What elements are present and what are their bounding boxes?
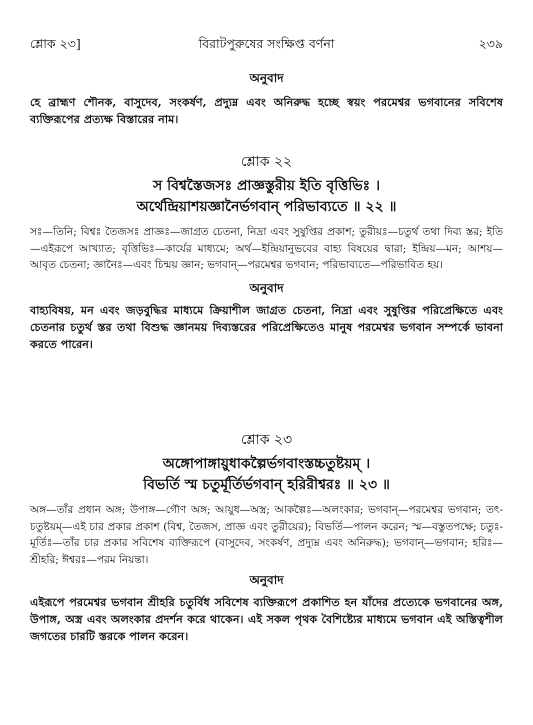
verse-line: স বিশ্বস্তৈজসঃ প্রাজ্ঞস্তুরীয় ইতি বৃত্তিভিঃ । [152, 178, 381, 194]
translation-text: হে ব্রাহ্মণ শৌনক, বাসুদেব, সংকর্ষণ, প্রদ্যুম্ন এবং অনিরুদ্ধ হচ্ছে স্বয়ং পরমেশ্বর ভগবানের সবিশেষ ব্যক্তিরূপের প্রত্যক্ষ বিস্তারের নাম। [30, 95, 503, 126]
verse-line: অর্থেন্দ্রিয়াশয়জ্ঞানৈর্ভগবান্ পরিভাব্যতে ॥ ২২ ॥ [136, 199, 397, 215]
translation-label: অনুবাদ [249, 573, 284, 587]
verse-line: অঙ্গোপাঙ্গায়ুধাকল্পৈর্ভগবাংস্তচ্চতুষ্টয়ম্ । [162, 456, 371, 472]
synonyms-text: সঃ—তিনি; বিশ্বঃ তৈজসঃ প্রাজ্ঞঃ—জাগ্রত চেতনা, নিদ্রা এবং সুষুপ্তির প্রকাশ; তুরীয়ঃ—চতুর্থ তথা দিব্য স্তর; ইতি—এইরূপে আখ্যাত; বৃত্তিভিঃ—কার্যের মাধ্যমে; অর্থ—ইন্দ্রিয়ানুভবের বাহ্য বিষয়ের দ্বারা; ইন্দ্রিয়—মন; আশয়—আবৃত চেতনা; জ্ঞানৈঃ—এবং চিন্ময় জ্ঞান; ভগবান্—পরমেশ্বর ভগবান; পরিভাব্যতে—পরিভাবিত হয়। [30, 226, 503, 271]
page-number: ২৩৯ [478, 36, 503, 51]
translation-block-1 [30, 70, 503, 128]
header-chapter-title: বিরাটপুরুষের সংক্ষিপ্ত বর্ণনা [198, 36, 335, 51]
verse-line: বিভর্তি স্ম চতুর্মূর্তির্ভগবান্ হরিরীশ্বরঃ ॥ ২৩ ॥ [143, 477, 390, 493]
header-verse-ref: শ্লোক ২৩] [30, 36, 81, 51]
verse-heading: শ্লোক ২৩ [240, 432, 293, 448]
verse-23-block [30, 428, 503, 645]
synonyms-text: অঙ্গ—তাঁর প্রধান অঙ্গ; উপাঙ্গ—গৌণ অঙ্গ; আয়ুধ—অস্ত্র; আকল্পৈঃ—অলংকার; ভগবান্—পরমেশ্বর ভগবান; তৎ-চতুষ্টয়ম্—এই চার প্রকার প্রকাশ (বিশ্ব, তৈজস, প্রাজ্ঞ এবং তুরীয়ের); বিভর্তি—পালন করেন; স্ম—বস্তুতপক্ষে; চতুঃ-মূর্তিঃ—তাঁর চার প্রকার সবিশেষ ব্যক্তিরূপে (বাসুদেব, সংকর্ষণ, প্রদ্যুম্ন এবং অনিরুদ্ধ); ভগবান্—ভগবান; হরিঃ—শ্রীহরি; ঈশ্বরঃ—পরম নিয়ন্তা। [30, 504, 503, 566]
translation-label: অনুবাদ [249, 280, 284, 295]
translation-text: এইরূপে পরমেশ্বর ভগবান শ্রীহরি চতুর্বিধ সবিশেষ ব্যক্তিরূপে প্রকাশিত হন যাঁদের প্রত্যেকে ভগবানের অঙ্গ, উপাঙ্গ, অস্ত্র এবং অলংকার প্রদর্শন করে থাকেন। এই সকল পৃথক বৈশিষ্ট্যের মাধ্যমে ভগবান এই অস্তিত্বশীল জগতের চারটি স্তরকে পালন করেন। [30, 595, 503, 643]
verse-22-block [30, 150, 503, 353]
translation-text: বাহ্যবিষয়, মন এবং জড়বুদ্ধির মাধ্যমে ক্রিয়াশীল জাগ্রত চেতনা, নিদ্রা এবং সুষুপ্তির পরিপ্রেক্ষিতে এবং চেতনার চতুর্থ স্তর তথা বিশুদ্ধ জ্ঞানময় দিব্যস্তরের পরিপ্রেক্ষিতেও মানুষ পরমেশ্বর ভগবান সম্পর্কে ভাবনা করতে পারেন। [30, 302, 503, 351]
translation-label: অনুবাদ [249, 71, 284, 85]
running-header [30, 36, 503, 54]
verse-heading: শ্লোক ২২ [240, 154, 293, 170]
